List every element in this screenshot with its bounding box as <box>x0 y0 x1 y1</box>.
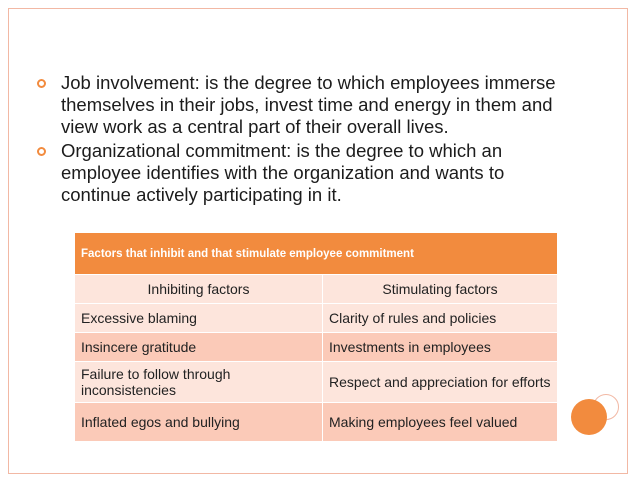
decorative-orange-circle <box>571 399 607 435</box>
table-row <box>75 304 558 333</box>
header-inhibiting-factors: Inhibiting factors <box>75 275 323 304</box>
table-header-row <box>75 275 558 304</box>
table-title-row <box>75 233 558 275</box>
table-row <box>75 362 558 403</box>
bullet-text: Job involvement: is the degree to which employees immerse themselves in their jobs, invest time and energy in them and view work as a central part of their overall lives. <box>61 72 556 137</box>
bullet-organizational-commitment <box>37 140 577 206</box>
table-row <box>75 403 558 442</box>
header-stimulating-factors: Stimulating factors <box>323 275 558 304</box>
table-cell: Respect and appreciation for efforts <box>323 362 558 403</box>
table-cell: Making employees feel valued <box>323 403 558 442</box>
bullet-job-involvement <box>37 72 577 138</box>
table-cell: Clarity of rules and policies <box>323 304 558 333</box>
table-cell: Inflated egos and bullying <box>75 403 323 442</box>
bullet-list <box>37 72 577 208</box>
bullet-ring-icon <box>37 79 46 88</box>
table-cell: Excessive blaming <box>75 304 323 333</box>
bullet-text: Organizational commitment: is the degree to which an employee identifies with the organization and wants to continue actively participating in it. <box>61 140 505 205</box>
table-cell: Insincere gratitude <box>75 333 323 362</box>
table-row <box>75 333 558 362</box>
commitment-factors-table <box>74 232 558 442</box>
table-title: Factors that inhibit and that stimulate employee commitment <box>75 233 558 275</box>
bullet-ring-icon <box>37 147 46 156</box>
table-cell: Failure to follow through inconsistencies <box>75 362 323 403</box>
table-cell: Investments in employees <box>323 333 558 362</box>
